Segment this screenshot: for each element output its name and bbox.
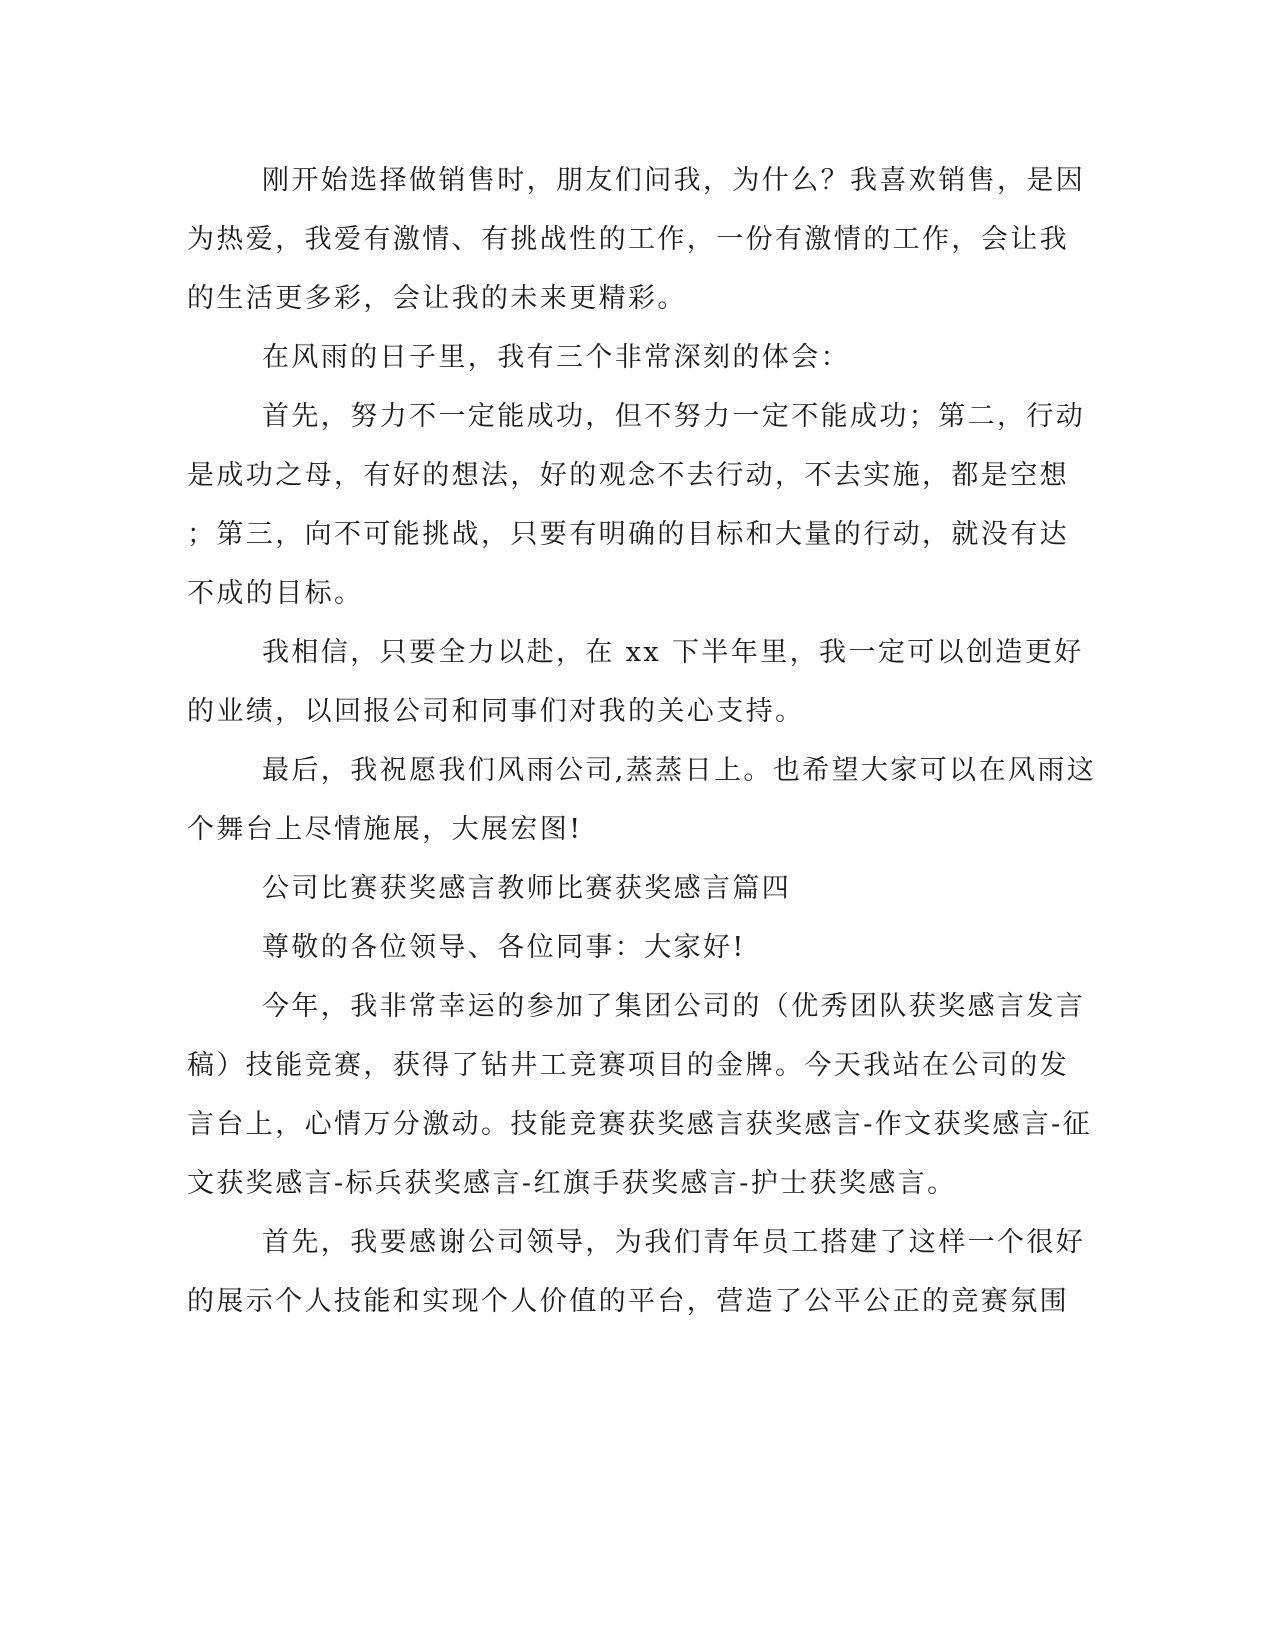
- paragraph-4-line-1: 我相信，只要全力以赴，在 xx 下半年里，我一定可以创造更好: [262, 637, 1084, 668]
- paragraph-1-line-1: 刚开始选择做销售时，朋友们问我，为什么？我喜欢销售，是因: [262, 165, 1086, 196]
- paragraph-6-line-4: 文获奖感言-标兵获奖感言-红旗手获奖感言-护士获奖感言。: [187, 1168, 957, 1199]
- paragraph-7-line-1: 首先，我要感谢公司领导，为我们青年员工搭建了这样一个很好: [262, 1227, 1086, 1258]
- paragraph-6-line-3: 言台上，心情万分激动。技能竞赛获奖感言获奖感言-作文获奖感言-征: [187, 1109, 1093, 1140]
- paragraph-3-line-4: 不成的目标。: [187, 578, 364, 609]
- paragraph-4-line-2: 的业绩，以回报公司和同事们对我的关心支持。: [187, 696, 805, 727]
- paragraph-2-line-1: 在风雨的日子里，我有三个非常深刻的体会：: [262, 342, 850, 373]
- paragraph-3-line-1: 首先，努力不一定能成功，但不努力一定不能成功；第二，行动: [262, 401, 1086, 432]
- section-heading: 公司比赛获奖感言教师比赛获奖感言篇四: [262, 873, 792, 904]
- paragraph-5-line-2: 个舞台上尽情施展，大展宏图!: [187, 814, 583, 845]
- paragraph-1-line-2: 为热爱，我爱有激情、有挑战性的工作，一份有激情的工作，会让我: [187, 224, 1069, 255]
- paragraph-6-line-2: 稿）技能竞赛，获得了钻井工竞赛项目的金牌。今天我站在公司的发: [187, 1050, 1069, 1081]
- greeting-line: 尊敬的各位领导、各位同事：大家好!: [262, 932, 746, 963]
- paragraph-7-line-2: 的展示个人技能和实现个人价值的平台，营造了公平公正的竞赛氛围: [187, 1286, 1069, 1317]
- paragraph-6-line-1: 今年，我非常幸运的参加了集团公司的（优秀团队获奖感言发言: [262, 991, 1086, 1022]
- paragraph-5-line-1: 最后，我祝愿我们风雨公司,蒸蒸日上。也希望大家可以在风雨这: [262, 755, 1097, 786]
- paragraph-3-line-3: ；第三，向不可能挑战，只要有明确的目标和大量的行动，就没有达: [187, 519, 1069, 550]
- paragraph-1-line-3: 的生活更多彩，会让我的未来更精彩。: [187, 283, 687, 314]
- paragraph-3-line-2: 是成功之母，有好的想法，好的观念不去行动，不去实施，都是空想: [187, 460, 1069, 491]
